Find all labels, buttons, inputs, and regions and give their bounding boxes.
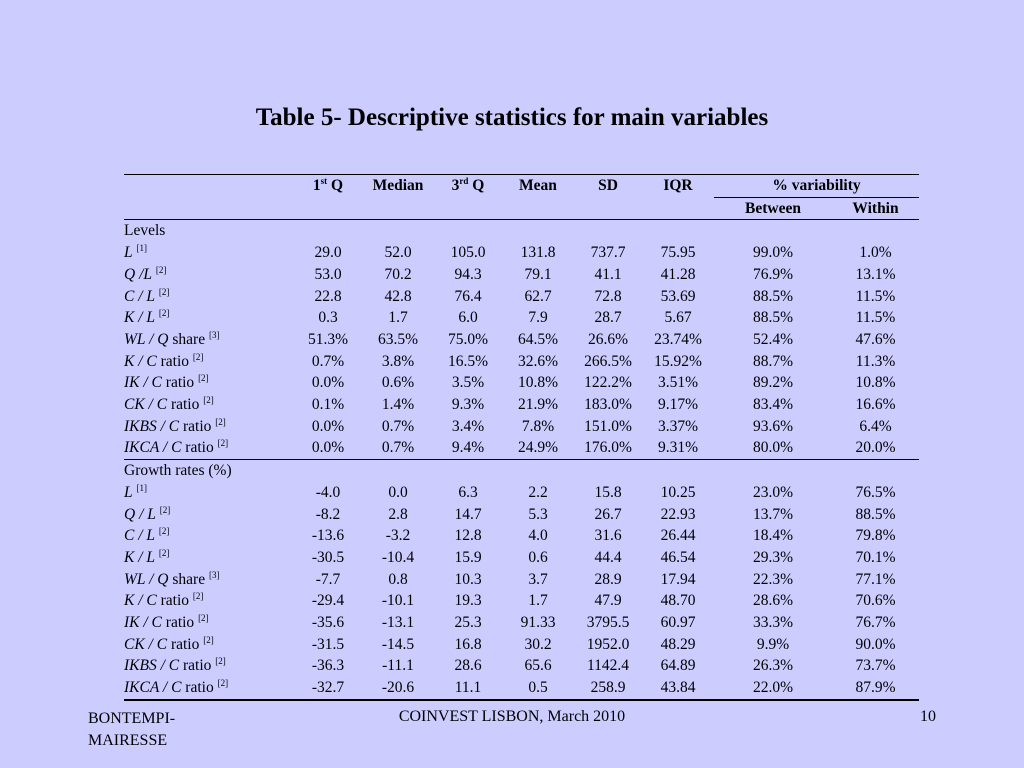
table-cell: -10.1 (381, 592, 415, 610)
table-cell: 21.9% (517, 396, 559, 414)
table-cell: 122.2% (584, 374, 632, 392)
table-cell: 31.6 (594, 527, 622, 545)
table-row (124, 437, 919, 459)
table-cell: 52.4% (752, 330, 794, 348)
variable-name: IK / C (124, 374, 162, 392)
table-cell: 47.6% (855, 330, 896, 348)
table-row (124, 329, 919, 351)
table-cell: 93.6% (752, 417, 794, 435)
table-cell: 53.69 (660, 287, 696, 305)
table-cell: 9.3% (451, 396, 485, 414)
statistics-table (124, 174, 919, 701)
table-cell: 70.1% (855, 548, 896, 566)
table-cell: -8.2 (315, 505, 341, 523)
table-cell: 7.8% (521, 417, 555, 435)
table-cell: 88.5% (752, 309, 794, 327)
row-label (124, 612, 294, 634)
table-cell: 10.3 (454, 570, 482, 588)
table-cell: 75.0% (447, 330, 489, 348)
table-cell: 76.5% (855, 483, 896, 501)
footnote-ref: [2] (215, 416, 226, 427)
table-cell: 0.5 (502, 677, 574, 700)
table-cell: 11.5% (855, 309, 896, 327)
table-cell: 1.7 (388, 309, 408, 327)
table-cell: 151.0% (584, 417, 632, 435)
table-row (124, 351, 919, 373)
table-cell: 16.8 (454, 635, 482, 653)
table-body (124, 220, 919, 700)
table-cell: 51.3% (307, 330, 349, 348)
variable-suffix: ratio (181, 439, 214, 457)
table-cell: 46.54 (660, 548, 696, 566)
row-label (124, 655, 294, 677)
table-row (124, 416, 919, 438)
header-mean: Mean (502, 175, 574, 198)
table-cell: 63.5% (377, 330, 419, 348)
table-cell: -29.4 (311, 592, 345, 610)
footnote-ref: [2] (158, 547, 170, 558)
table-cell: 258.9 (574, 677, 642, 700)
table-cell: 42.8 (384, 287, 412, 305)
row-label (124, 569, 294, 591)
table-cell: 0.0% (294, 437, 362, 459)
table-cell: 0.7% (362, 437, 434, 459)
footnote-ref: [2] (198, 613, 209, 624)
table-cell: 0.8 (388, 570, 408, 588)
footnote-ref: [3] (208, 569, 220, 580)
table-cell: 41.28 (660, 265, 696, 283)
footnote-ref: [2] (215, 656, 226, 667)
footnote-ref: [2] (203, 634, 214, 645)
table-cell: 88.5% (855, 505, 896, 523)
table-cell: 0.6% (381, 374, 415, 392)
variable-suffix: ratio (167, 635, 200, 653)
table-cell: -11.1 (382, 657, 414, 675)
row-label (124, 590, 294, 612)
table-cell: 15.8 (594, 483, 622, 501)
table-cell: 25.3 (454, 614, 482, 632)
table-cell: -7.7 (315, 570, 341, 588)
table-cell: 5.67 (664, 309, 692, 327)
table-row (124, 612, 919, 634)
row-label (124, 634, 294, 656)
row-label (124, 394, 294, 416)
table-cell: 22.3% (752, 570, 794, 588)
table-cell: -3.2 (385, 527, 411, 545)
table-cell: 75.95 (660, 244, 696, 262)
table-cell: 20.0% (832, 437, 919, 459)
table-cell: 79.1 (524, 265, 552, 283)
table-cell: 18.4% (752, 527, 794, 545)
header-q3: 3rd Q (434, 175, 502, 198)
variable-name: Q / L (124, 505, 156, 523)
table-cell: -10.4 (381, 548, 415, 566)
footnote-ref: [2] (217, 438, 229, 449)
variable-name: CK / C (124, 396, 168, 414)
variable-name: IKBS / C (124, 657, 180, 675)
variable-name: L (124, 244, 133, 262)
table-cell: 266.5% (584, 352, 632, 370)
table-cell: 16.5% (447, 352, 489, 370)
table-cell: 4.0 (528, 527, 548, 545)
footnote-ref: [2] (158, 526, 170, 537)
variable-name: C / L (124, 287, 156, 305)
row-label (124, 264, 294, 286)
footnote-ref: [2] (158, 308, 170, 319)
footnote-ref: [1] (136, 243, 147, 254)
table-cell: -14.5 (381, 635, 415, 653)
variable-name: CK / C (124, 635, 168, 653)
table-cell: 11.3% (855, 352, 896, 370)
table-cell: 30.2 (524, 635, 552, 653)
table-cell: 176.0% (574, 437, 642, 459)
variable-name: IKCA / C (124, 679, 182, 697)
table-cell: 9.9% (756, 635, 790, 653)
table-cell: 15.92% (654, 352, 702, 370)
table-cell: -31.5 (311, 635, 345, 653)
table-cell: 43.84 (642, 677, 714, 700)
table-cell: 87.9% (832, 677, 919, 700)
variable-suffix: ratio (179, 417, 212, 435)
table-cell: 48.70 (660, 592, 696, 610)
footer-page-number: 10 (920, 708, 936, 725)
table-cell: 99.0% (752, 244, 794, 262)
variable-suffix: ratio (167, 396, 200, 414)
table-cell: 60.97 (660, 614, 696, 632)
table-cell: 22.8 (314, 287, 342, 305)
table-row (124, 504, 919, 526)
table-cell: 70.2 (384, 265, 412, 283)
footnote-ref: [3] (208, 329, 220, 340)
table-cell: 3.37% (657, 417, 699, 435)
table-cell: 76.9% (752, 265, 794, 283)
table-cell: 1.7 (528, 592, 548, 610)
variable-name: IKCA / C (124, 439, 182, 457)
header-between: Between (714, 197, 832, 220)
table-cell: 94.3 (454, 265, 482, 283)
section-title: Growth rates (%) (124, 462, 232, 480)
table-cell: 9.17% (657, 396, 699, 414)
table-cell: 33.3% (752, 614, 794, 632)
table-cell: 737.7 (590, 244, 626, 262)
table-row (124, 394, 919, 416)
footnote-ref: [2] (217, 678, 229, 689)
table-cell: 70.6% (855, 592, 896, 610)
table-cell: 44.4 (594, 548, 622, 566)
table-cell: 10.8% (517, 374, 559, 392)
slide-title: Table 5- Descriptive statistics for main variables (255, 104, 769, 131)
table-cell: 13.7% (752, 505, 794, 523)
table-cell: 80.0% (714, 437, 832, 459)
table-cell: 22.0% (714, 677, 832, 700)
table-cell: 10.25 (660, 483, 696, 501)
table-cell: 3.51% (657, 374, 699, 392)
table-cell: 73.7% (855, 657, 896, 675)
header-within: Within (832, 197, 919, 220)
table-cell: 26.7 (594, 505, 622, 523)
variable-name: WL / Q (124, 330, 169, 348)
row-label (124, 372, 294, 394)
table-cell: 88.7% (752, 352, 794, 370)
table-cell: 90.0% (855, 635, 896, 653)
table-row (124, 655, 919, 677)
row-label (124, 547, 294, 569)
section-title: Levels (124, 222, 166, 240)
table-cell: 0.7% (381, 417, 415, 435)
table-cell: 0.0% (311, 374, 345, 392)
footnote-ref: [1] (136, 482, 147, 493)
variable-suffix: share (168, 570, 206, 588)
row-label (124, 677, 294, 700)
table-cell: 23.0% (752, 483, 794, 501)
variable-name: Q /L (124, 265, 152, 283)
table-cell: 89.2% (752, 374, 794, 392)
table-cell: -32.7 (294, 677, 362, 700)
table-cell: 3.5% (451, 374, 485, 392)
variable-suffix: ratio (156, 352, 190, 370)
table-row (124, 372, 919, 394)
table-row (124, 634, 919, 656)
table-cell: 28.7 (594, 309, 622, 327)
footnote-ref: [2] (159, 504, 171, 515)
table-cell: 15.9 (454, 548, 482, 566)
variable-name: K / L (124, 309, 156, 327)
table-cell: 48.29 (660, 635, 696, 653)
table-cell: 0.7% (311, 352, 345, 370)
table-cell: 1142.4 (586, 657, 630, 675)
table-cell: -4.0 (315, 483, 341, 501)
footnote-ref: [2] (158, 286, 170, 297)
table-cell: 12.8 (454, 527, 482, 545)
table-cell: 88.5% (752, 287, 794, 305)
variable-name: K / L (124, 548, 156, 566)
table-cell: 52.0 (384, 244, 412, 262)
footer-event: COINVEST LISBON, March 2010 (398, 708, 626, 725)
footnote-ref: [2] (198, 373, 209, 384)
table-cell: 7.9 (528, 309, 548, 327)
table-cell: 62.7 (524, 287, 552, 305)
table-cell: 3.7 (528, 570, 548, 588)
row-label (124, 416, 294, 438)
table-cell: 79.8% (855, 527, 896, 545)
table-row (124, 242, 919, 264)
row-label (124, 307, 294, 329)
table-cell: 41.1 (594, 265, 622, 283)
table-cell: 22.93 (660, 505, 696, 523)
table-cell: 0.3 (318, 309, 338, 327)
table-cell: 32.6% (517, 352, 559, 370)
table-cell: 76.4 (454, 287, 482, 305)
table-cell: 131.8 (520, 244, 556, 262)
table-cell: 16.6% (855, 396, 896, 414)
table-cell: 1.4% (381, 396, 415, 414)
row-label (124, 504, 294, 526)
table-cell: 11.1 (434, 677, 502, 700)
footnote-ref: [2] (192, 351, 204, 362)
table-row (124, 482, 919, 504)
table-cell: -13.1 (381, 614, 415, 632)
row-label (124, 286, 294, 308)
variable-suffix: ratio (161, 374, 195, 392)
table-cell: 77.1% (855, 570, 896, 588)
table-cell: 10.8% (855, 374, 896, 392)
table-cell: -35.6 (311, 614, 345, 632)
table-cell: 53.0 (314, 265, 342, 283)
table-cell: 6.4% (859, 417, 892, 435)
variable-suffix: ratio (156, 592, 190, 610)
table-cell: 23.74% (654, 330, 702, 348)
variable-suffix: ratio (161, 614, 195, 632)
table-row (124, 525, 919, 547)
table-row (124, 590, 919, 612)
row-label (124, 351, 294, 373)
table-cell: 0.1% (311, 396, 345, 414)
table-cell: 11.5% (855, 287, 896, 305)
table-cell: 3.8% (381, 352, 415, 370)
table-cell: 24.9% (502, 437, 574, 459)
footer-author: BONTEMPI-MAIRESSE (88, 710, 176, 749)
table-cell: 9.4% (434, 437, 502, 459)
table-row (124, 286, 919, 308)
variable-name: IKBS / C (124, 417, 180, 435)
variable-suffix: ratio (179, 657, 212, 675)
variable-name: IK / C (124, 614, 162, 632)
table-cell: 105.0 (450, 244, 486, 262)
table-row (124, 677, 919, 700)
row-label (124, 329, 294, 351)
row-label (124, 437, 294, 459)
variable-name: L (124, 483, 133, 501)
header-sd: SD (574, 175, 642, 198)
table-cell: 0.0% (311, 417, 345, 435)
table-cell: 26.44 (660, 527, 696, 545)
table-cell: 5.3 (528, 505, 548, 523)
header-variable (124, 175, 294, 198)
table-cell: 28.6% (752, 592, 794, 610)
table-cell: 1952.0 (586, 635, 630, 653)
row-label (124, 482, 294, 504)
variable-name: K / C (124, 352, 157, 370)
table-cell: 3795.5 (586, 614, 630, 632)
table-cell: 29.3% (752, 548, 794, 566)
table-cell: 6.3 (458, 483, 478, 501)
table-row (124, 547, 919, 569)
table-cell: 0.0 (388, 483, 408, 501)
table-cell: 76.7% (855, 614, 896, 632)
row-label (124, 525, 294, 547)
table-row (124, 307, 919, 329)
row-label (124, 242, 294, 264)
table-cell: 17.94 (660, 570, 696, 588)
table-cell: 19.3 (454, 592, 482, 610)
table-cell: 183.0% (584, 396, 632, 414)
header-iqr: IQR (642, 175, 714, 198)
header-median: Median (362, 175, 434, 198)
variable-name: K / C (124, 592, 157, 610)
footnote-ref: [2] (203, 395, 214, 406)
table-cell: 28.6 (454, 657, 482, 675)
table-cell: 9.31% (642, 437, 714, 459)
table-cell: 26.6% (587, 330, 629, 348)
table-row (124, 264, 919, 286)
table-cell: 83.4% (752, 396, 794, 414)
table-cell: 1.0% (859, 244, 892, 262)
table-cell: 29.0 (314, 244, 342, 262)
table-row (124, 569, 919, 591)
table-cell: -36.3 (311, 657, 345, 675)
table-cell: 0.6 (528, 548, 548, 566)
table-cell: -30.5 (311, 548, 345, 566)
table-cell: 3.4% (451, 417, 485, 435)
header-q1: 1st Q (294, 175, 362, 198)
table-cell: 64.89 (660, 657, 696, 675)
table-cell: 28.9 (594, 570, 622, 588)
variable-suffix: ratio (181, 679, 214, 697)
table-cell: 91.33 (520, 614, 556, 632)
footnote-ref: [2] (155, 264, 167, 275)
table-cell: 47.9 (594, 592, 622, 610)
variable-name: C / L (124, 527, 156, 545)
table-cell: -20.6 (362, 677, 434, 700)
table-cell: 64.5% (517, 330, 559, 348)
table-cell: 72.8 (594, 287, 622, 305)
table-cell: 14.7 (454, 505, 482, 523)
table-cell: 65.6 (524, 657, 552, 675)
variable-suffix: share (168, 330, 206, 348)
table-cell: -13.6 (311, 527, 345, 545)
table-cell: 2.8 (388, 505, 408, 523)
variable-name: WL / Q (124, 570, 169, 588)
header-pct-variability: % variability (714, 175, 919, 198)
footnote-ref: [2] (192, 591, 204, 602)
table-cell: 13.1% (855, 265, 896, 283)
table-cell: 2.2 (528, 483, 548, 501)
table-cell: 6.0 (458, 309, 478, 327)
table-cell: 26.3% (752, 657, 794, 675)
